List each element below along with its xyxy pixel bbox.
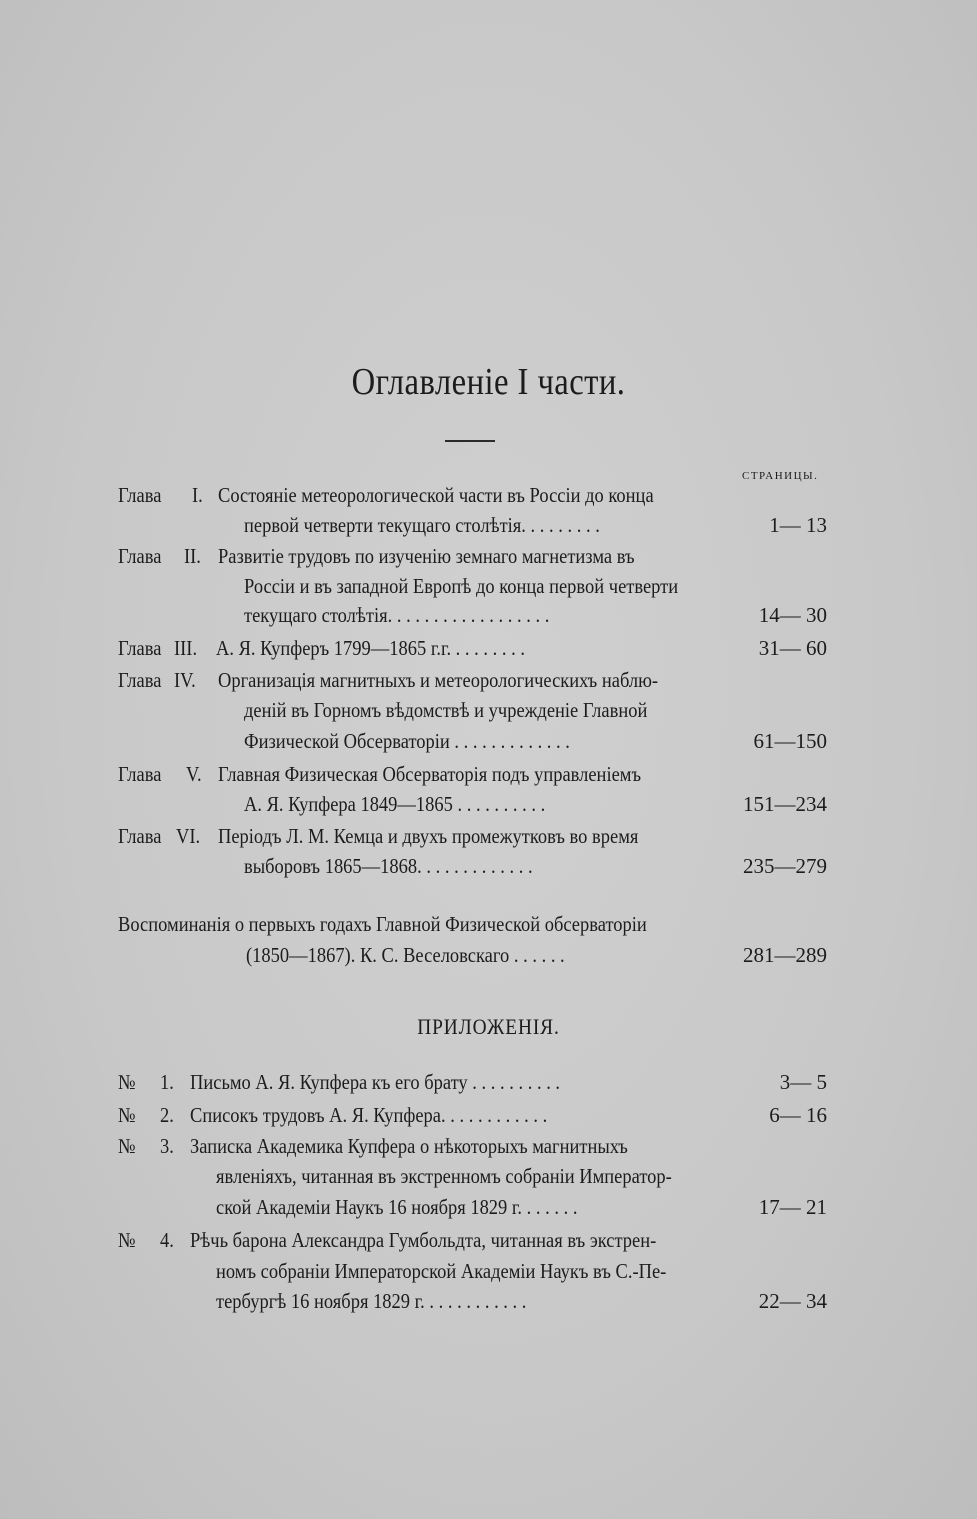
chapter-title-line: Организація магнитныхъ и метеорологическихъ наблю- xyxy=(218,668,659,692)
appendix-title-line: тербургѣ 16 ноября 1829 г. . . . . . . . . . . . xyxy=(216,1289,527,1313)
chapter-title-line: деній въ Горномъ вѣдомствѣ и учрежденіе Главной xyxy=(244,698,648,722)
chapter-title-line: первой четверти текущаго столѣтія. . . . . . . . . xyxy=(244,513,600,537)
appendix-mark: № xyxy=(118,1228,136,1252)
appendix-title-line: явленіяхъ, читанная въ экстренномъ собраніи Император- xyxy=(216,1164,672,1188)
memoir-title-line: (1850—1867). К. С. Веселовскаго . . . . . . xyxy=(246,943,565,967)
appendix-number: 1. xyxy=(160,1070,174,1094)
chapter-label: Глава xyxy=(118,762,162,786)
title-rule xyxy=(445,440,495,442)
appendix-title-line: номъ собраніи Императорской Академіи Наукъ въ С.-Пе- xyxy=(216,1259,667,1283)
chapter-number: II. xyxy=(184,544,201,568)
chapter-title-line: Состояніе метеорологической части въ Россіи до конца xyxy=(218,483,654,507)
chapter-pages: 1— 13 xyxy=(769,513,827,537)
chapter-title-line: выборовъ 1865—1868. . . . . . . . . . . . . xyxy=(244,854,533,878)
chapter-title-line: Главная Физическая Обсерваторія подъ управленіемъ xyxy=(218,762,642,786)
chapter-title-line: Россіи и въ западной Европѣ до конца первой четверти xyxy=(244,574,679,598)
appendix-number: 2. xyxy=(160,1103,174,1127)
chapter-pages: 61—150 xyxy=(753,729,827,753)
appendix-number: 3. xyxy=(160,1134,174,1158)
appendix-pages: 22— 34 xyxy=(758,1289,827,1313)
chapter-number: VI. xyxy=(176,824,201,848)
chapter-title-line: А. Я. Купферъ 1799—1865 г.г. . . . . . . . . xyxy=(216,636,525,660)
appendix-mark: № xyxy=(118,1070,136,1094)
chapter-label: Глава xyxy=(118,544,162,568)
appendix-heading: ПРИЛОЖЕНІЯ. xyxy=(417,1014,560,1039)
chapter-title-line: А. Я. Купфера 1849—1865 . . . . . . . . . . xyxy=(244,792,546,816)
chapter-pages: 151—234 xyxy=(743,792,827,816)
chapter-title-line: Физической Обсерваторіи . . . . . . . . . . . . . xyxy=(244,729,570,753)
chapter-number: I. xyxy=(192,483,203,507)
chapter-title-line: Развитіе трудовъ по изученію земнаго магнетизма въ xyxy=(218,544,635,568)
appendix-title-line: Списокъ трудовъ А. Я. Купфера. . . . . . . . . . . . xyxy=(190,1103,548,1127)
chapter-number: III. xyxy=(174,636,198,660)
chapter-label: Глава xyxy=(118,483,162,507)
appendix-pages: 6— 16 xyxy=(769,1103,827,1127)
chapter-title-line: текущаго столѣтія. . . . . . . . . . . . . . . . . . xyxy=(244,603,550,627)
chapter-number: IV. xyxy=(174,668,196,692)
chapter-label: Глава xyxy=(118,824,162,848)
memoir-pages: 281—289 xyxy=(743,943,827,967)
appendix-title-line: Записка Академика Купфера о нѣкоторыхъ магнитныхъ xyxy=(190,1134,628,1158)
chapter-label: Глава xyxy=(118,636,162,660)
chapter-pages: 235—279 xyxy=(743,854,827,878)
appendix-mark: № xyxy=(118,1134,136,1158)
appendix-number: 4. xyxy=(160,1228,174,1252)
pages-column-label: СТРАНИЦЫ. xyxy=(742,470,819,482)
chapter-title-line: Періодъ Л. М. Кемца и двухъ промежутковъ во время xyxy=(218,824,639,848)
chapter-pages: 31— 60 xyxy=(758,636,827,660)
appendix-title-line: Письмо А. Я. Купфера къ его брату . . . . . . . . . . xyxy=(190,1070,561,1094)
chapter-number: V. xyxy=(186,762,202,786)
appendix-pages: 3— 5 xyxy=(779,1070,827,1094)
memoir-title-line: Воспоминанія о первыхъ годахъ Главной Физической обсерваторіи xyxy=(118,912,647,936)
chapter-label: Глава xyxy=(118,668,162,692)
page-title: Оглавленіе I части. xyxy=(351,361,626,403)
appendix-title-line: Рѣчь барона Александра Гумбольдта, читанная въ экстрен- xyxy=(190,1228,657,1252)
appendix-pages: 17— 21 xyxy=(758,1195,827,1219)
chapter-pages: 14— 30 xyxy=(758,603,827,627)
appendix-title-line: ской Академіи Наукъ 16 ноября 1829 г. . . . . . . xyxy=(216,1195,578,1219)
appendix-mark: № xyxy=(118,1103,136,1127)
